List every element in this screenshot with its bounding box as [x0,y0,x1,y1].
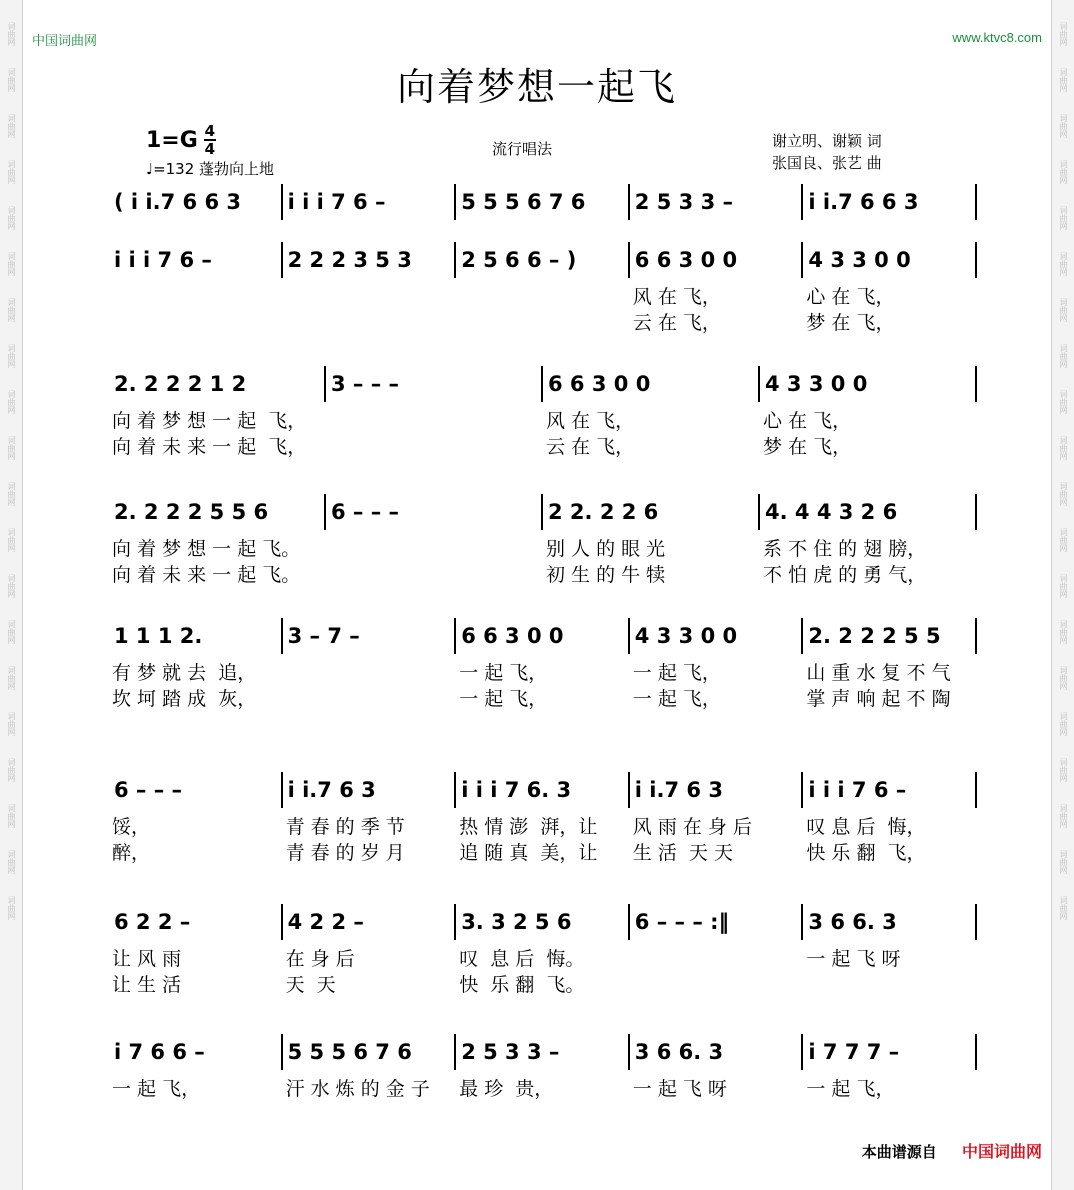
song-title: 向着梦想一起飞 [396,65,677,109]
score-system [108,1030,976,1100]
bar-line [975,904,977,940]
measure: 3 6 6. 3 [808,910,897,934]
time-signature [204,124,216,156]
lyric-segment: 一 起 飞， [459,662,548,684]
bar-line [975,366,977,402]
composer-credit: 张国良、张艺 曲 [772,154,882,172]
watermark-text: 词曲网 [7,68,16,92]
watermark-text: 词曲网 [1059,252,1068,276]
watermark-text: 词曲网 [1059,850,1068,874]
lyric-segment: 云 在 飞， [546,436,635,458]
lyric-segment: 不 怕 虎 的 勇 气， [763,564,927,586]
footer-source [862,1139,1042,1162]
watermark-text: 词曲网 [7,298,16,322]
notation-line [108,1030,976,1074]
bar-line [975,618,977,654]
watermark-text: 词曲网 [7,114,16,138]
lyric-segment: 别 人 的 眼 光 [546,538,666,560]
measure: 4 2 2 – [287,910,364,934]
bar-line [975,184,977,220]
notation-line [108,180,976,224]
lyric-segment: 一 起 飞 呀 [806,948,901,970]
measure: i i.7 6 6 3 [808,190,919,214]
watermark-text: 词曲网 [1059,160,1068,184]
watermark-text: 词曲网 [1059,344,1068,368]
watermark-text: 词曲网 [1059,298,1068,322]
lyric-segment: 醉， [112,842,151,864]
watermark-text: 词曲网 [7,758,16,782]
measure: 2 5 6 6 – ) [461,248,577,272]
lyric-segment: 心 在 飞， [806,286,895,308]
measure: 2 2. 2 2 6 [548,500,659,524]
lyric-segment: 云 在 飞， [632,312,721,334]
lyric-line [108,282,976,308]
watermark-text: 词曲网 [1059,22,1068,46]
watermark-text: 词曲网 [1059,206,1068,230]
key-label: 1=G [146,127,198,153]
measure: 1 1 1 2. [114,624,203,648]
right-watermark-strip [1051,0,1074,1190]
score-system [108,768,976,864]
measure: 5 5 5 6 7 6 [461,190,586,214]
watermark-text: 词曲网 [1059,804,1068,828]
lyric-segment: 一 起 飞， [459,688,548,710]
watermark-text: 词曲网 [7,620,16,644]
score-system [108,900,976,996]
watermark-text: 词曲网 [1059,620,1068,644]
lyric-line [108,432,976,458]
lyric-segment: 一 起 飞， [632,662,721,684]
measure: i 7 7 7 – [808,1040,900,1064]
time-numerator: 4 [204,122,216,140]
lyric-segment: 叹 息 后 悔。 [459,948,585,970]
notation-line [108,614,976,658]
lyric-segment: 向 着 未 来 一 起 飞， [112,436,307,458]
watermark-text: 词曲网 [7,712,16,736]
lyric-segment: 山 重 水 复 不 气 [806,662,951,684]
lyric-segment: 热 情 澎 湃，让 [459,816,598,838]
credits [772,130,882,174]
score-system [108,180,976,224]
lyric-segment: 向 着 未 来 一 起 飞。 [112,564,301,586]
watermark-text: 词曲网 [1059,666,1068,690]
watermark-text: 词曲网 [7,666,16,690]
lyric-segment: 生 活 天 天 [632,842,733,864]
watermark-text: 词曲网 [1059,68,1068,92]
lyric-segment: 一 起 飞， [806,1078,895,1100]
lyric-segment: 一 起 飞， [632,688,721,710]
lyric-line [108,1074,976,1100]
lyricist-credit: 谢立明、谢颖 词 [772,132,882,150]
site-name[interactable]: 中国词曲网 [32,34,98,49]
lyric-segment: 让 风 雨 [112,948,182,970]
watermark-text: 词曲网 [7,528,16,552]
measure: 6 – – – [331,500,400,524]
watermark-text: 词曲网 [1059,114,1068,138]
lyric-segment: 追 随 真 美，让 [459,842,598,864]
watermark-text: 词曲网 [7,160,16,184]
score-system [108,490,976,586]
lyric-line [108,812,976,838]
measure: 2. 2 2 2 5 5 [808,624,941,648]
measure: i i i 7 6 – [114,248,212,272]
lyric-segment: 青 春 的 岁 月 [285,842,405,864]
lyric-segment: 在 身 后 [285,948,355,970]
score-system [108,614,976,710]
lyric-segment: 系 不 住 的 翅 膀， [763,538,927,560]
time-denominator: 4 [204,140,216,158]
measure: 2 5 3 3 – [634,190,733,214]
tempo-marking: ♩=132 蓬勃向上地 [146,160,275,178]
measure: i 7 6 6 – [114,1040,205,1064]
measure: 6 6 3 0 0 [634,248,738,272]
measure: 2 5 3 3 – [461,1040,560,1064]
lyric-line [108,970,976,996]
lyric-segment: 馁， [112,816,151,838]
lyric-segment: 初 生 的 牛 犊 [546,564,666,586]
measure: i i i 7 6 – [808,778,907,802]
measure: 4 3 3 0 0 [808,248,911,272]
measure: i i.7 6 3 [634,778,723,802]
measure: 4 3 3 0 0 [765,372,868,396]
watermark-text: 词曲网 [7,850,16,874]
notation-line [108,900,976,944]
notation-line [108,768,976,812]
watermark-text: 词曲网 [1059,482,1068,506]
watermark-text: 词曲网 [7,252,16,276]
lyric-line [108,838,976,864]
watermark-text: 词曲网 [7,482,16,506]
measure: 3 6 6. 3 [634,1040,724,1064]
measure: 5 5 5 6 7 6 [287,1040,412,1064]
bar-line [975,772,977,808]
watermark-text: 词曲网 [7,574,16,598]
lyric-segment: 有 梦 就 去 追， [112,662,257,684]
measure: i i.7 6 3 [287,778,376,802]
watermark-text: 词曲网 [7,344,16,368]
measure: 2 2 2 3 5 3 [287,248,412,272]
singing-style: 流行唱法 [492,140,553,158]
lyric-segment: 快 乐 翻 飞， [806,842,926,864]
lyric-segment: 天 天 [285,974,336,996]
watermark-text: 词曲网 [7,22,16,46]
lyric-segment: 坎 坷 踏 成 灰， [112,688,257,710]
lyric-line [108,944,976,970]
lyric-line [108,560,976,586]
watermark-text: 词曲网 [1059,896,1068,920]
left-watermark-strip [0,0,23,1190]
lyric-segment: 快 乐 翻 飞。 [459,974,585,996]
site-url[interactable]: www.ktvc8.com [952,30,1042,45]
lyric-segment: 青 春 的 季 节 [285,816,405,838]
measure: i i i 7 6 – [287,190,386,214]
notation-line [108,362,976,406]
watermark-text: 词曲网 [1059,436,1068,460]
lyric-segment: 一 起 飞 呀 [632,1078,727,1100]
lyric-segment: 最 珍 贵， [459,1078,554,1100]
watermark-text: 词曲网 [7,390,16,414]
lyric-segment: 风 在 飞， [632,286,721,308]
watermark-text: 词曲网 [7,206,16,230]
lyric-segment: 梦 在 飞， [763,436,852,458]
lyric-segment: 向 着 梦 想 一 起 飞， [112,410,307,432]
measure: ( i i.7 6 6 3 [114,190,241,214]
lyric-segment: 叹 息 后 悔， [806,816,926,838]
watermark-text: 词曲网 [1059,758,1068,782]
measure: 2. 2 2 2 1 2 [114,372,247,396]
measure: 2. 2 2 2 5 5 6 [114,500,269,524]
measure: 3 – 7 – [287,624,360,648]
measure: 6 6 3 0 0 [548,372,651,396]
lyric-segment: 心 在 飞， [763,410,852,432]
lyric-segment: 一 起 飞， [112,1078,201,1100]
notation-line [108,490,976,534]
watermark-text: 词曲网 [7,436,16,460]
measure: 4 3 3 0 0 [634,624,738,648]
watermark-text: 词曲网 [1059,390,1068,414]
lyric-segment: 梦 在 飞， [806,312,895,334]
measure: i i i 7 6. 3 [461,778,572,802]
measure: 6 2 2 – [114,910,191,934]
bar-line [975,1034,977,1070]
lyric-segment: 让 生 活 [112,974,182,996]
watermark-text: 词曲网 [7,896,16,920]
watermark-text: 词曲网 [1059,574,1068,598]
measure: 6 – – – [114,778,183,802]
footer-source-text: 本曲谱源自 [861,1143,937,1161]
measure: 6 6 3 0 0 [461,624,564,648]
bar-line [975,242,977,278]
notation-line [108,238,976,282]
score-system [108,238,976,334]
watermark-text: 词曲网 [7,804,16,828]
measure: 6 – – – :‖ [634,910,730,934]
lyric-line [108,684,976,710]
bar-line [975,494,977,530]
lyric-segment: 风 在 飞， [546,410,635,432]
key-signature [146,124,216,156]
lyric-segment: 汗 水 炼 的 金 子 [285,1078,430,1100]
lyric-line [108,534,976,560]
lyric-line [108,308,976,334]
watermark-text: 词曲网 [1059,712,1068,736]
watermark-text: 词曲网 [1059,528,1068,552]
lyric-segment: 掌 声 响 起 不 陶 [806,688,951,710]
measure: 3 – – – [331,372,400,396]
score-system [108,362,976,458]
lyric-segment: 风 雨 在 身 后 [632,816,752,838]
lyric-segment: 向 着 梦 想 一 起 飞。 [112,538,301,560]
lyric-line [108,658,976,684]
footer-brand[interactable]: 中国词曲网 [961,1142,1042,1161]
lyric-line [108,406,976,432]
measure: 3. 3 2 5 6 [461,910,572,934]
measure: 4. 4 4 3 2 6 [765,500,898,524]
